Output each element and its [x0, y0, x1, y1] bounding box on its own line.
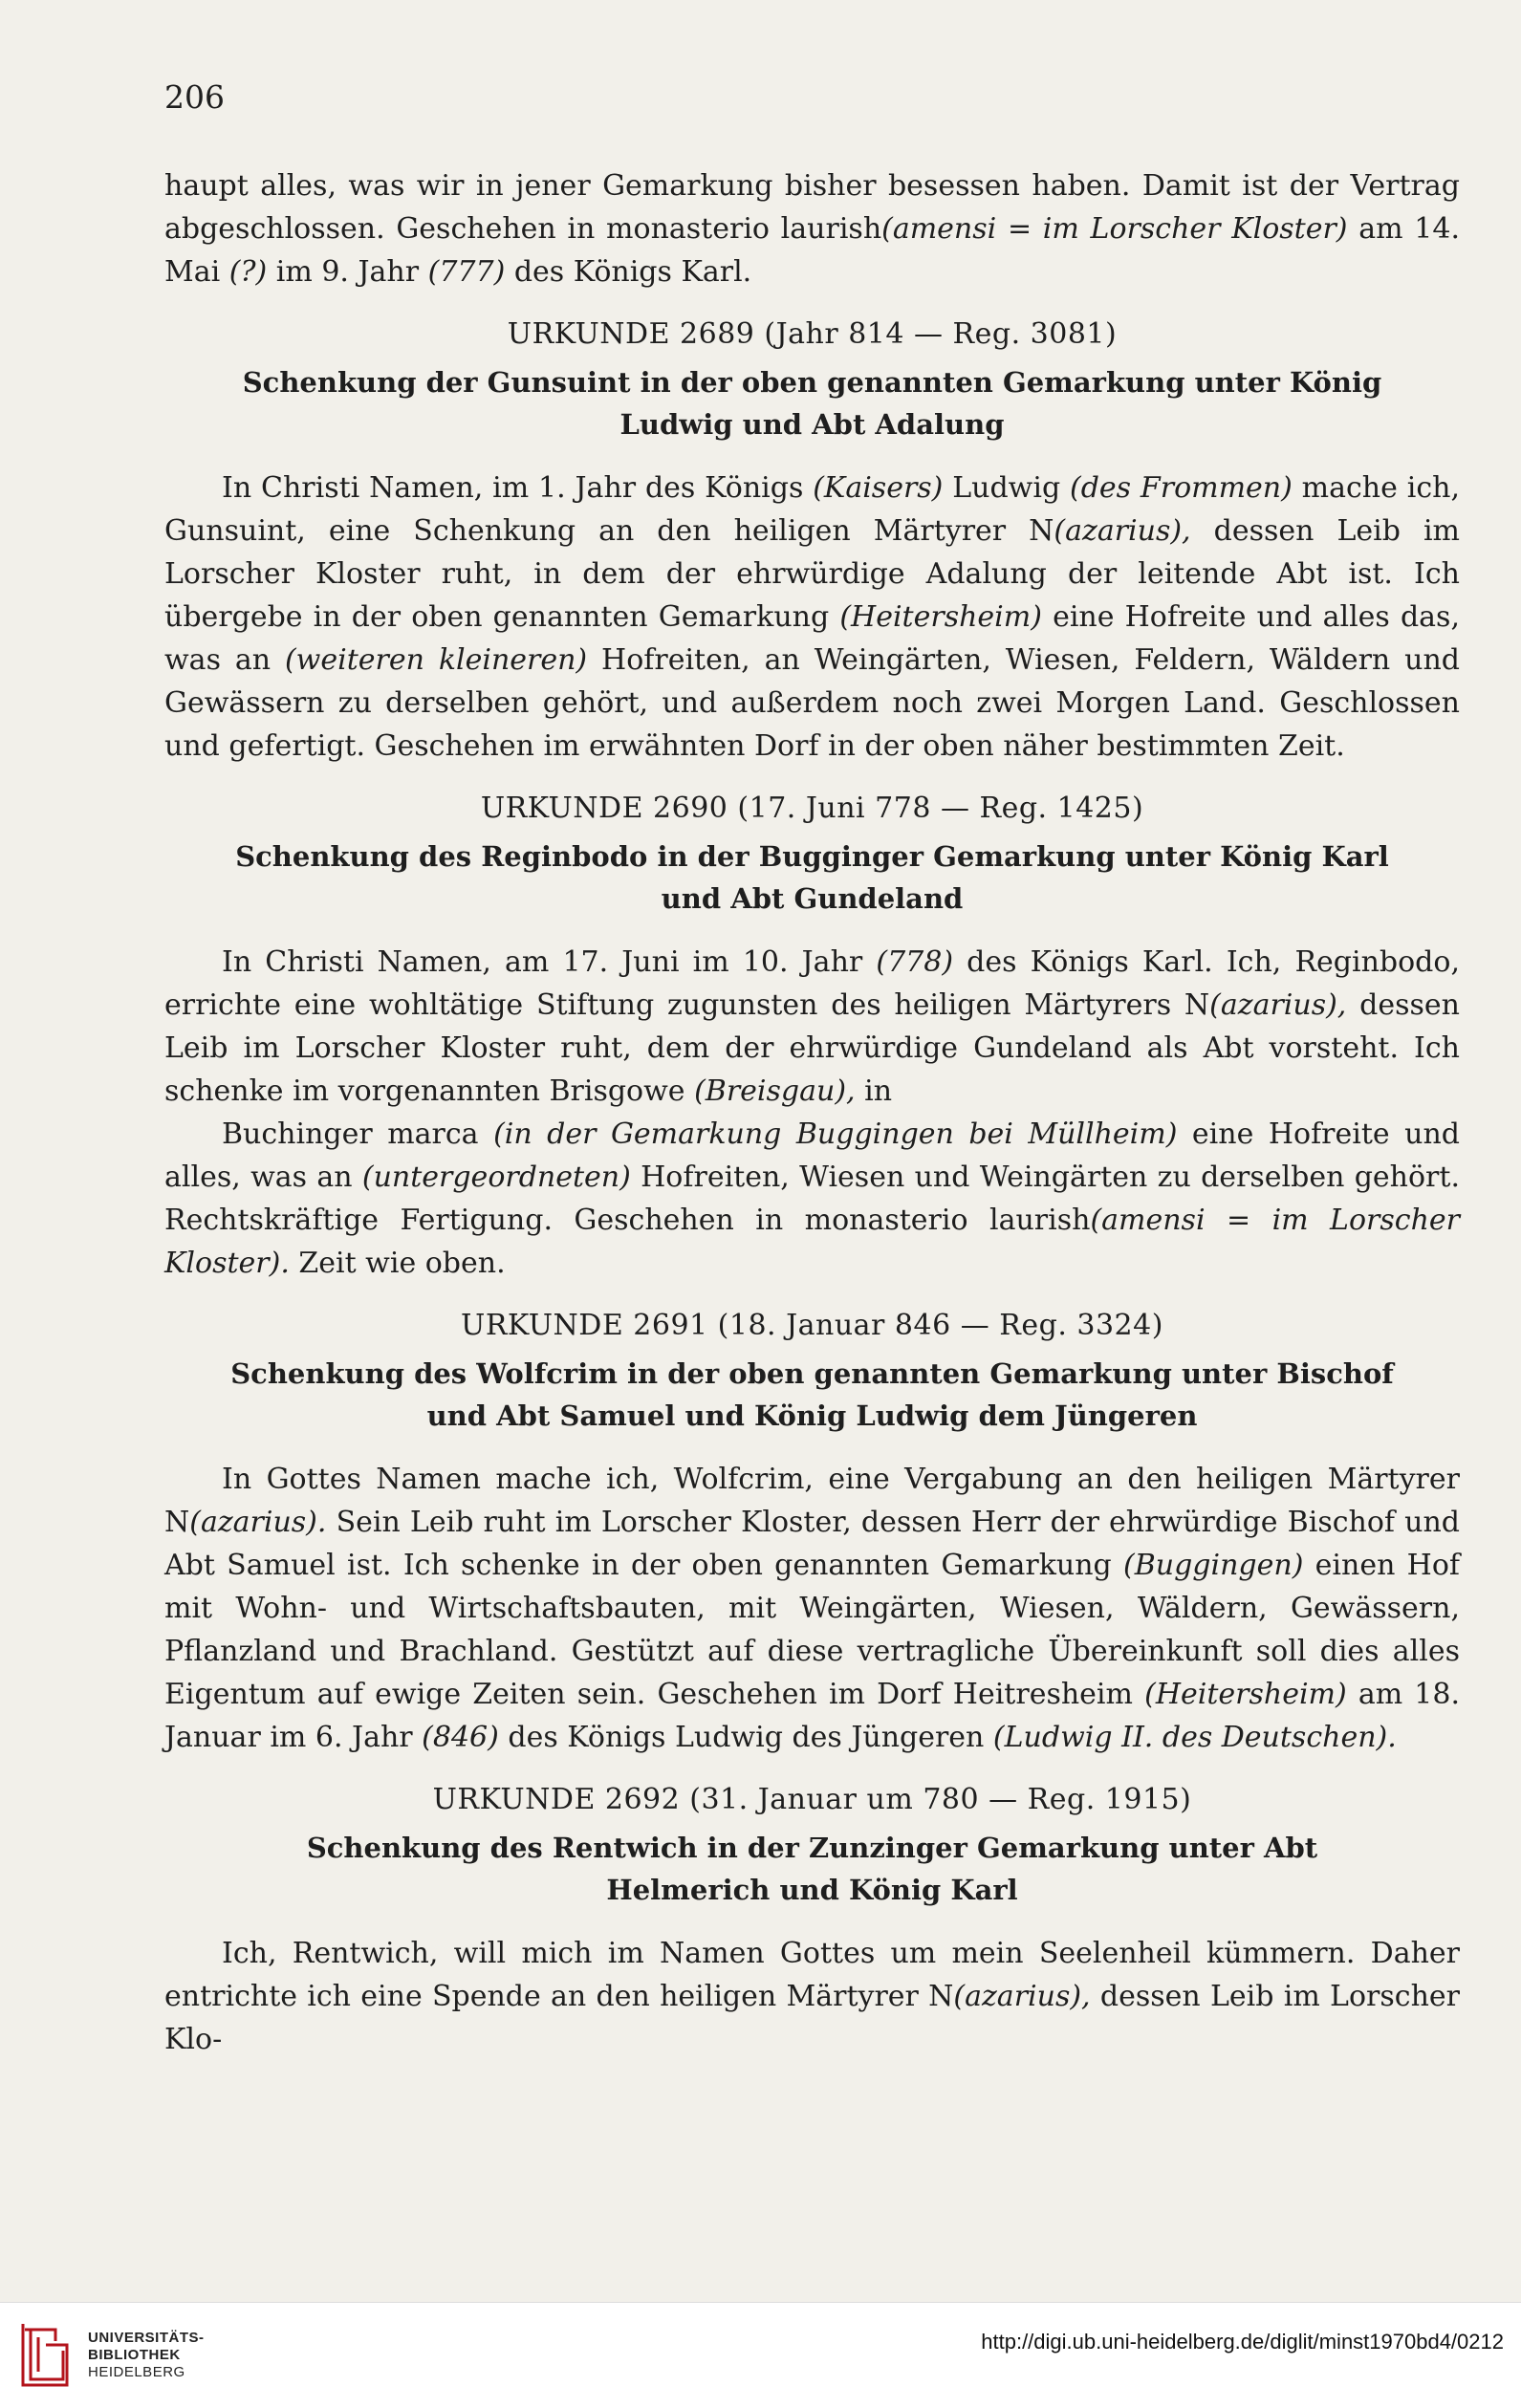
italic-annotation: (azarius), — [953, 1980, 1091, 2013]
document-subheading: Schenkung des Wolfcrim in der oben genannten Gemarkung unter Bischof und Abt Samuel und König Ludwig dem Jüngeren — [230, 1357, 1394, 1432]
document-heading: URKUNDE 2690 (17. Juni 778 — Reg. 1425) — [480, 792, 1144, 825]
document-subheading: Schenkung des Reginbodo in der Bugginger Gemarkung unter König Karl und Abt Gundeland — [235, 840, 1389, 915]
italic-annotation: (in der Gemarkung Buggingen bei Müllheim) — [493, 1117, 1178, 1151]
body-paragraph: In Gottes Namen mache ich, Wolfcrim, eine Vergabung an den heiligen Märtyrer N(azarius). Sein Leib ruht im Lorscher Kloster, dessen Herr der ehrwürdige Bischof und Abt Samuel ist. Ich schenke in der oben genannten Gemarkung (Buggingen) einen Hof mit Wohn- und Wirtschaftsbauten, mit Weingärten, Wiesen, Wäldern, Gewässern, Pflanzland und Brachland. Gestützt auf diese vertragliche Übereinkunft soll dies alles Eigentum auf ewige Zeiten sein. Geschehen im Dorf Heitresheim (Heitersheim) am 18. Januar im 6. Jahr (846) des Königs Ludwig des Jüngeren (Ludwig II. des Deutschen). — [164, 1463, 1460, 1754]
library-name — [88, 2330, 205, 2381]
library-name-line3: HEIDELBERG — [88, 2364, 185, 2380]
page-number: 206 — [164, 78, 225, 116]
italic-annotation: (azarius), — [1209, 988, 1347, 1022]
body-paragraph: In Christi Namen, im 1. Jahr des Königs (Kaisers) Ludwig (des Frommen) mache ich, Gunsuint, eine Schenkung an den heiligen Märtyrer N(azarius), dessen Leib im Lorscher Kloster ruht, in dem der ehrwürdige Adalung der leitende Abt ist. Ich übergebe in der oben genannten Gemarkung (Heitersheim) eine Hofreite und alles das, was an (weiteren kleineren) Hofreiten, an Weingärten, Wiesen, Feldern, Wäldern und Gewässern zu derselben gehört, und außerdem noch zwei Morgen Land. Geschlossen und gefertigt. Geschehen im erwähnten Dorf in der oben näher bestimmten Zeit. — [164, 471, 1461, 763]
library-logo-icon — [17, 2322, 75, 2389]
italic-annotation: (azarius), — [1054, 514, 1191, 548]
italic-annotation: (untergeordneten) — [361, 1161, 631, 1194]
italic-annotation: (Breisgau), — [694, 1074, 856, 1108]
italic-annotation: (846) — [422, 1721, 499, 1754]
body-paragraph: Buchinger marca (in der Gemarkung Buggingen bei Müllheim) eine Hofreite und alles, was an (untergeordneten) Hofreiten, Wiesen und Weingärten zu derselben gehört. Rechtskräftige Fertigung. Geschehen in monasterio laurish(amensi = im Lorscher Kloster). Zeit wie oben. — [164, 1117, 1461, 1280]
italic-annotation: (Ludwig II. des Deutschen). — [992, 1721, 1397, 1754]
footer-bar — [0, 2302, 1521, 2408]
body-paragraph: In Christi Namen, am 17. Juni im 10. Jahr (778) des Königs Karl. Ich, Reginbodo, errichte eine wohltätige Stiftung zugunsten des heiligen Märtyrers N(azarius), dessen Leib im Lorscher Kloster ruht, dem der ehrwürdige Gundeland als Abt vorsteht. Ich schenke im vorgenannten Brisgowe (Breisgau), in — [164, 945, 1460, 1108]
italic-annotation: (des Frommen) — [1070, 471, 1293, 505]
italic-annotation: (weiteren kleineren) — [284, 643, 588, 677]
document-subheading: Schenkung des Rentwich in der Zunzinger Gemarkung unter Abt Helmerich und König Karl — [306, 1832, 1318, 1906]
italic-annotation: (?) — [228, 255, 268, 289]
document-body — [164, 164, 1460, 2061]
library-name-line1: UNIVERSITÄTS- — [88, 2330, 205, 2346]
document-subheading: Schenkung der Gunsuint in der oben genannten Gemarkung unter König Ludwig und Abt Adalung — [242, 366, 1382, 441]
italic-annotation: (Heitersheim) — [839, 600, 1042, 634]
italic-annotation: (Kaisers) — [813, 471, 944, 505]
italic-annotation: (778) — [876, 945, 954, 979]
italic-annotation: (Buggingen) — [1123, 1549, 1304, 1582]
italic-annotation: (azarius). — [189, 1506, 327, 1539]
document-heading: URKUNDE 2689 (Jahr 814 — Reg. 3081) — [507, 317, 1118, 351]
italic-annotation: (777) — [427, 255, 506, 289]
library-name-line2: BIBLIOTHEK — [88, 2347, 181, 2363]
italic-annotation: (amensi = im Lorscher Kloster). — [164, 1204, 1460, 1280]
italic-annotation: (Heitersheim) — [1144, 1678, 1347, 1711]
body-paragraph: Ich, Rentwich, will mich im Namen Gottes um mein Seelenheil kümmern. Daher entrichte ich eine Spende an den heiligen Märtyrer N(azarius), dessen Leib im Lorscher Klo- — [164, 1937, 1460, 2056]
document-heading: URKUNDE 2691 (18. Januar 846 — Reg. 3324) — [461, 1309, 1163, 1342]
document-heading: URKUNDE 2692 (31. Januar um 780 — Reg. 1915) — [432, 1783, 1192, 1816]
body-paragraph: haupt alles, was wir in jener Gemarkung bisher besessen haben. Damit ist der Vertrag abgeschlossen. Geschehen in monasterio laurish(amensi = im Lorscher Kloster) am 14. Mai (?) im 9. Jahr (777) des Königs Karl. — [164, 169, 1460, 289]
italic-annotation: (amensi = im Lorscher Kloster) — [881, 212, 1348, 246]
source-url[interactable]: http://digi.ub.uni-heidelberg.de/diglit/minst1970bd4/0212 — [981, 2330, 1504, 2354]
